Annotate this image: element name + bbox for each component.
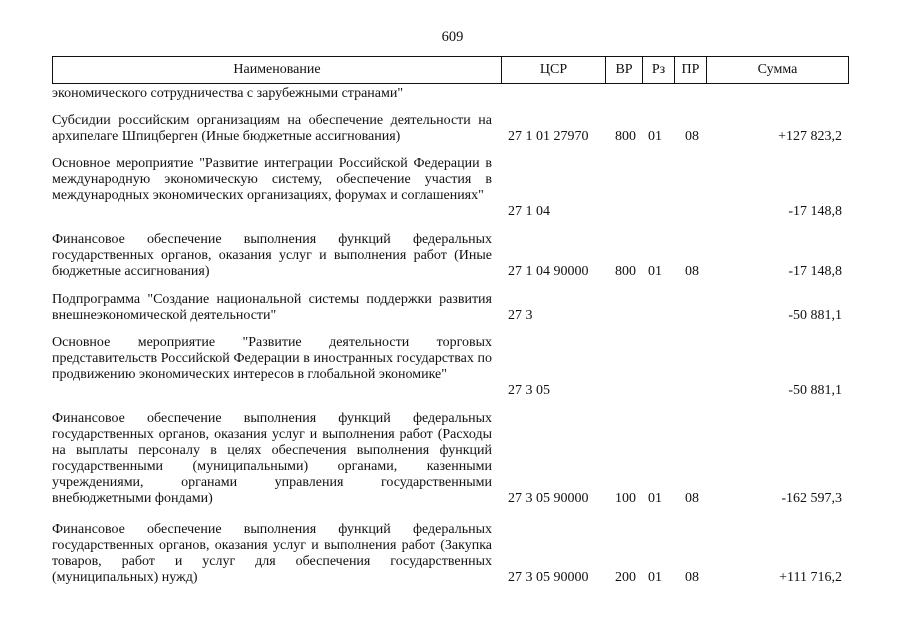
row-name: Финансовое обеспечение выполнения функций федеральных государственных органов, оказания услуг и выполнения работ (Закупка товаров, работ и услуг для обеспечения государственных (муниципальных) нужд) [52,522,492,585]
row-pr: 08 [685,129,699,144]
row-pr: 08 [685,570,699,585]
table-row [0,232,905,280]
table-row [0,522,905,586]
row-csr: 27 1 01 27970 [508,129,589,144]
row-sum: -50 881,1 [788,308,842,323]
row-sum: -17 148,8 [788,264,842,279]
row-rz: 01 [648,129,662,144]
row-name: Субсидии российским организациям на обеспечение деятельности на архипелаге Шпицберген (Иные бюджетные ассигнования) [52,113,492,144]
row-name: Основное мероприятие "Развитие интеграции Российской Федерации в международную экономическую систему, обеспечение участия в международных экономических организациях, форумах и соглашениях" [52,156,492,203]
row-sum: +111 716,2 [779,570,842,585]
row-name: Основное мероприятие "Развитие деятельности торговых представительств Российской Федерации в иностранных государствах по продвижению экономических интересов в глобальной экономике" [52,335,492,382]
row-sum: -162 597,3 [781,491,842,506]
row-csr: 27 1 04 [508,204,550,219]
row-rz: 01 [648,491,662,506]
page-number: 609 [441,29,464,45]
row-vr: 800 [615,129,636,144]
row-csr: 27 3 05 [508,383,550,398]
row-vr: 800 [615,264,636,279]
header-rz: Рз [642,57,674,83]
row-csr: 27 3 [508,308,533,323]
row-sum: -17 148,8 [788,204,842,219]
table-row [0,292,905,324]
row-sum: +127 823,2 [778,129,842,144]
header-vr: ВР [605,57,642,83]
row-rz: 01 [648,570,662,585]
row-csr: 27 3 05 90000 [508,570,589,585]
header-csr: ЦСР [501,57,605,83]
table-row [0,86,905,102]
row-vr: 100 [615,491,636,506]
header-pr: ПР [674,57,706,83]
row-name: Финансовое обеспечение выполнения функций федеральных государственных органов, оказания услуг и выполнения работ (Расходы на выплаты персоналу в целях обеспечения выполнения функций государственными (муниципальными) органами, казенными учреждениями, органами управления государственными внебюджетными фондами) [52,411,492,506]
row-name: Подпрограмма "Создание национальной системы поддержки развития внешнеэкономической деятельности" [52,292,492,323]
table-row [0,156,905,220]
row-sum: -50 881,1 [788,383,842,398]
table-row [0,113,905,145]
row-name: экономического сотрудничества с зарубежными странами" [52,86,404,101]
row-csr: 27 3 05 90000 [508,491,589,506]
header-sum: Сумма [706,57,848,83]
table-header [52,56,849,84]
table-row [0,335,905,399]
row-name: Финансовое обеспечение выполнения функций федеральных государственных органов, оказания услуг и выполнения работ (Иные бюджетные ассигнования) [52,232,492,279]
row-pr: 08 [685,491,699,506]
row-csr: 27 1 04 90000 [508,264,589,279]
header-name: Наименование [233,62,321,77]
table-row [0,411,905,507]
row-rz: 01 [648,264,662,279]
row-vr: 200 [615,570,636,585]
row-pr: 08 [685,264,699,279]
